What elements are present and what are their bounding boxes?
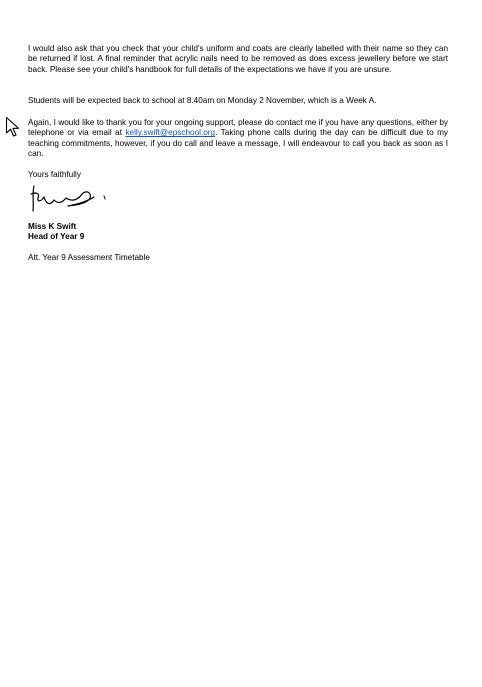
paragraph-thanks bbox=[28, 118, 448, 160]
signature-image bbox=[28, 180, 114, 214]
closing-salutation: Yours faithfully bbox=[28, 170, 81, 179]
paragraph-thanks-text-1: Again, I would like to thank you for your ongoing support, please do contact me if you have any questions, either by telephone or via email at bbox=[28, 118, 448, 138]
signatory-name: Miss K Swift bbox=[28, 222, 77, 231]
signatory-title: Head of Year 9 bbox=[28, 232, 85, 241]
paragraph-uniform: I would also ask that you check that your child's uniform and coats are clearly labelled with their name so they can be returned if lost. A final reminder that acrylic nails need to be removed as does excess jewellery before we start back. Please see your child's handbook for full details of the expectations we have if you are unsure. bbox=[28, 44, 448, 74]
paragraph-thanks-text-2: . Taking phone calls during the day can be difficult due to my teaching commitments, however, if you do call and leave a message, I will endeavour to call you back as soon as I can. bbox=[28, 128, 449, 159]
paragraph-return-date: Students will be expected back to school at 8.40am on Monday 2 November, which is a Week A. bbox=[28, 96, 377, 105]
mouse-pointer-icon bbox=[5, 116, 21, 138]
email-link[interactable]: kelly.swift@epschool.org bbox=[125, 128, 216, 138]
attachment-note: Att. Year 9 Assessment Timetable bbox=[28, 253, 150, 262]
